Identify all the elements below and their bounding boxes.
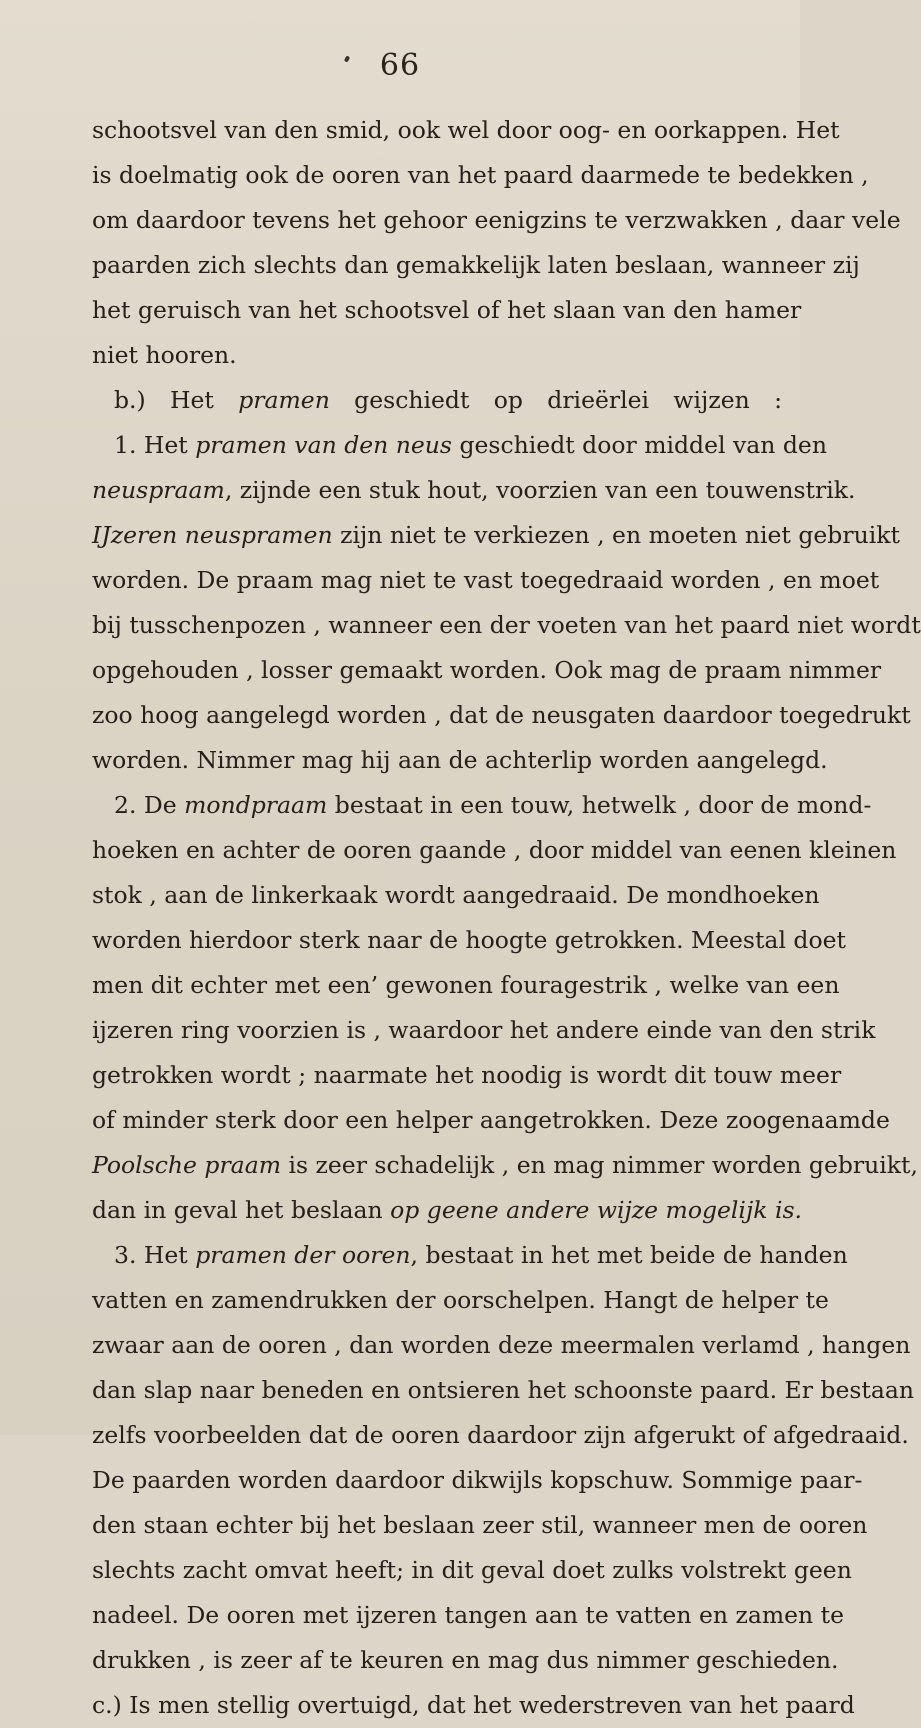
page-number: 66	[379, 48, 421, 83]
text-segment: zijn niet te verkiezen , en moeten niet gebruikt	[332, 521, 900, 549]
italic-segment: neuspraam	[92, 476, 225, 504]
text-line: zwaar aan de ooren , dan worden deze meermalen verlamd , hangen	[92, 1331, 911, 1359]
text-line	[92, 1188, 802, 1233]
text-segment: bestaat in een touw, hetwelk , door de mond-	[327, 791, 872, 819]
text-line	[92, 423, 827, 468]
text-line: schootsvel van den smid, ook wel door oog- en oorkappen. Het	[92, 116, 840, 144]
italic-segment: pramen	[238, 386, 330, 414]
text-line: drukken , is zeer af te keuren en mag dus nimmer geschieden.	[92, 1646, 839, 1674]
italic-segment: Poolsche praam	[92, 1151, 281, 1179]
text-line: De paarden worden daardoor dikwijls kopschuw. Sommige paar-	[92, 1466, 863, 1494]
text-line	[92, 468, 856, 513]
text-line: den staan echter bij het beslaan zeer stil, wanneer men de ooren	[92, 1511, 868, 1539]
text-line: slechts zacht omvat heeft; in dit geval doet zulks volstrekt geen	[92, 1556, 852, 1584]
text-segment: geschiedt op drieërlei wijzen :	[329, 386, 783, 414]
italic-segment: pramen van den neus	[195, 431, 452, 459]
italic-segment: pramen der ooren	[195, 1241, 411, 1269]
text-line	[92, 1143, 918, 1188]
text-line: zoo hoog aangelegd worden , dat de neusgaten daardoor toegedrukt	[92, 701, 911, 729]
text-line: of minder sterk door een helper aangetrokken. Deze zoogenaamde	[92, 1106, 890, 1134]
text-segment: , bestaat in het met beide de handen	[410, 1241, 848, 1269]
text-line: zelfs voorbeelden dat de ooren daardoor zijn afgerukt of afgedraaid.	[92, 1421, 909, 1449]
text-line: vatten en zamendrukken der oorschelpen. Hangt de helper te	[92, 1286, 829, 1314]
text-line: stok , aan de linkerkaak wordt aangedraaid. De mondhoeken	[92, 881, 820, 909]
italic-segment: IJzeren neuspramen	[92, 521, 333, 549]
text-line: het geruisch van het schootsvel of het slaan van den hamer	[92, 296, 802, 324]
text-line: nadeel. De ooren met ijzeren tangen aan te vatten en zamen te	[92, 1601, 844, 1629]
text-line: bij tusschenpozen , wanneer een der voeten van het paard niet wordt	[92, 611, 921, 639]
text-line: dan slap naar beneden en ontsieren het schoonste paard. Er bestaan	[92, 1376, 915, 1404]
text-line	[92, 783, 872, 828]
text-segment: dan in geval het beslaan	[92, 1196, 391, 1224]
text-line: hoeken en achter de ooren gaande , door middel van eenen kleinen	[92, 836, 897, 864]
body-text	[92, 108, 921, 1728]
text-line: opgehouden , losser gemaakt worden. Ook mag de praam nimmer	[92, 656, 882, 684]
text-segment: 3. Het	[114, 1241, 196, 1269]
text-segment: b.) Het	[114, 386, 239, 414]
text-segment: 1. Het	[114, 431, 196, 459]
text-line	[92, 513, 900, 558]
italic-segment: op geene andere wijze mogelijk is.	[390, 1196, 802, 1224]
text-line: getrokken wordt ; naarmate het noodig is wordt dit touw meer	[92, 1061, 842, 1089]
text-segment: is zeer schadelijk , en mag nimmer worden gebruikt,	[281, 1151, 918, 1179]
text-line: ijzeren ring voorzien is , waardoor het andere einde van den strik	[92, 1016, 876, 1044]
text-line: om daardoor tevens het gehoor eenigzins te verzwakken , daar vele	[92, 206, 901, 234]
italic-segment: mondpraam	[184, 791, 328, 819]
text-segment: , zijnde een stuk hout, voorzien van een touwenstrik.	[224, 476, 856, 504]
text-line: c.) Is men stellig overtuigd, dat het wederstreven van het paard	[92, 1691, 855, 1719]
text-line: niet hooren.	[92, 341, 237, 369]
text-segment: geschiedt door middel van den	[452, 431, 827, 459]
text-line: is doelmatig ook de ooren van het paard daarmede te bedekken ,	[92, 161, 869, 189]
text-line: worden. De praam mag niet te vast toegedraaid worden , en moet	[92, 566, 880, 594]
text-line: men dit echter met een’ gewonen fouragestrik , welke van een	[92, 971, 840, 999]
text-line: paarden zich slechts dan gemakkelijk laten beslaan, wanneer zij	[92, 251, 860, 279]
text-line: worden. Nimmer mag hij aan de achterlip worden aangelegd.	[92, 746, 828, 774]
text-line	[92, 1233, 848, 1278]
text-segment: 2. De	[114, 791, 185, 819]
text-line	[92, 378, 782, 423]
text-line: worden hierdoor sterk naar de hoogte getrokken. Meestal doet	[92, 926, 846, 954]
